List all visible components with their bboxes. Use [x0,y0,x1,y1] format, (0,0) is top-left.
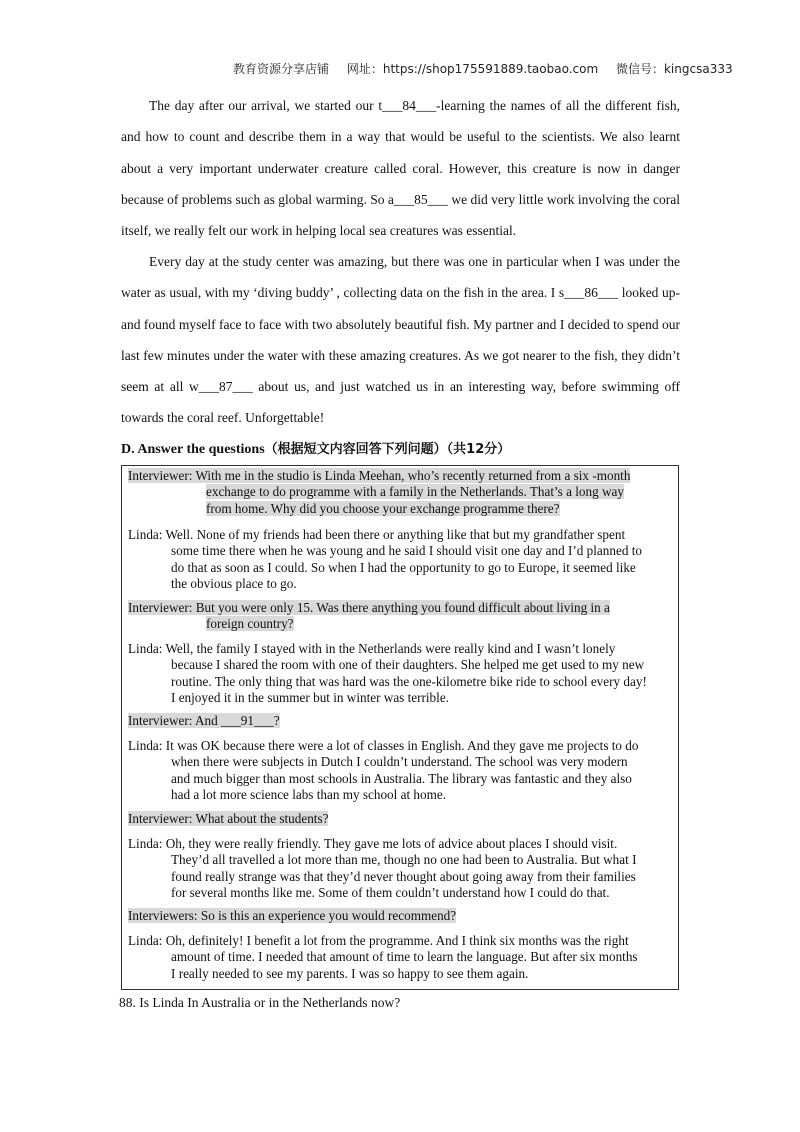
dialogue-text: from home. Why did you choose your exchange programme there? [206,500,560,516]
dialogue-text: Linda: Oh, they were really friendly. They gave me lots of advice about places I should visit. [128,836,618,851]
dialogue-line [128,657,673,673]
dialogue-text: foreign country? [206,616,294,632]
dialogue-text: Interviewer: With me in the studio is Linda Meehan, who’s recently returned from a six -month [128,468,631,483]
dialogue-text: Linda: Well, the family I stayed with in the Netherlands were really kind and I wasn’t lonely [128,641,616,656]
dialogue-line [128,811,673,827]
passage-paragraph-2: Every day at the study center was amazing, but there was one in particular when I was under the water as usual, with my ‘diving buddy’ , collecting data on the fish in the area. I s___86___ looked up-and found myself face to face with two absolutely beautiful fish. My partner and I decided to spend our last few minutes under the water with these amazing creatures. As we got nearer to the fish, they didn’t seem at all w___87___ about us, and just watched us in an interesting way, before swimming off towards the coral reef. Unforgettable! [121,254,680,426]
dialogue-text: Linda: It was OK because there were a lot of classes in English. And they gave me projects to do [128,738,639,753]
dialogue-text: They’d all travelled a lot more than me, though no one had been to Australia. But what I [171,852,637,868]
dialogue-line [128,501,673,517]
dialogue-line [128,713,673,729]
passage-paragraph-1: The day after our arrival, we started our t___84___-learning the names of all the different fish, and how to count and describe them in a way that would be useful to the scientists. We also learnt about a very important underwater creature called coral. However, this creature is now in danger because of problems such as global warming. So a___85___ we did very little work involving the coral itself, we really felt our work in helping local sea creatures was essential. [121,98,680,239]
dialogue-text: some time there when he was young and he said I should visit one day and I’d planned to [171,543,642,559]
section-d-title [121,438,510,458]
dialogue-line [128,527,673,543]
shop-url[interactable]: 网址：https://shop175591889.taobao.com [346,62,599,76]
dialogue-line [128,949,673,965]
dialogue-text: had a lot more science labs than my school at home. [171,786,447,802]
shop-name: 教育资源分享店铺 [233,62,330,76]
question-88: 88. Is Linda In Australia or in the Netherlands now? [119,995,401,1010]
dialogue-text: Interviewer: But you were only 15. Was there anything you found difficult about living in a [128,600,610,615]
dialogue-line [128,885,673,901]
dialogue-text: for several months like me. Some of them couldn’t understand how I could do that. [171,884,610,900]
dialogue-text: Interviewers: So is this an experience you would recommend? [128,908,457,923]
section-d-title-en: D. Answer the questions [121,442,265,457]
interviewer-turn [128,811,673,827]
dialogue-line [128,933,673,949]
linda-turn [128,641,673,706]
wechat-id: 微信号：kingcsa333 [615,62,733,76]
interview-box [121,465,679,990]
dialogue-text: and much bigger than most schools in Australia. The library was fantastic and they also [171,770,632,786]
dialogue-line [128,600,673,616]
dialogue-text: amount of time. I needed that amount of time to learn the language. But after six months [171,949,638,965]
dialogue-text: because I shared the room with one of their daughters. She helped me get used to my new [171,657,645,673]
dialogue-text: Interviewer: What about the students? [128,811,329,826]
dialogue-text: exchange to do programme with a family in the Netherlands. That’s a long way [206,484,624,500]
dialogue-text: the obvious place to go. [171,575,297,591]
dialogue-text: I enjoyed it in the summer but in winter was terrible. [171,689,449,705]
dialogue-line [128,787,673,803]
dialogue-line [128,690,673,706]
dialogue-text: routine. The only thing that was hard was the one-kilometre bike ride to school every day! [171,673,647,689]
linda-turn [128,738,673,803]
interviewer-turn [128,468,673,517]
dialogue-text: when there were subjects in Dutch I couldn’t understand. The school was very modern [171,754,628,770]
dialogue-line [128,869,673,885]
dialogue-line [128,616,673,632]
dialogue-line [128,543,673,559]
dialogue-text: Interviewer: And ___91___? [128,713,280,728]
dialogue-text: do that as soon as I could. So when I had the opportunity to go to Europe, it seemed like [171,559,636,575]
interviewer-turn [128,600,673,633]
dialogue-text: I really needed to see my parents. I was so happy to see them again. [171,965,529,981]
page-header [233,60,733,77]
dialogue-line [128,484,673,500]
section-d-title-cn: （根据短文内容回答下列问题）（共12分） [264,442,511,457]
dialogue-line [128,836,673,852]
dialogue-line [128,641,673,657]
dialogue-text: found really strange was that they’d never thought about going away from their families [171,868,636,884]
dialogue-line [128,468,673,484]
dialogue-line [128,560,673,576]
dialogue-line [128,966,673,982]
interviewer-turn [128,713,673,729]
linda-turn [128,933,673,982]
dialogue-line [128,738,673,754]
dialogue-text: Linda: Well. None of my friends had been there or anything like that but my grandfather spent [128,527,626,542]
dialogue-line [128,852,673,868]
dialogue-text: Linda: Oh, definitely! I benefit a lot from the programme. And I think six months was the right [128,933,629,948]
dialogue-line [128,908,673,924]
linda-turn [128,836,673,901]
dialogue-line [128,674,673,690]
linda-turn [128,527,673,592]
dialogue-line [128,754,673,770]
interviewer-turn [128,908,673,924]
dialogue-line [128,771,673,787]
dialogue-line [128,576,673,592]
